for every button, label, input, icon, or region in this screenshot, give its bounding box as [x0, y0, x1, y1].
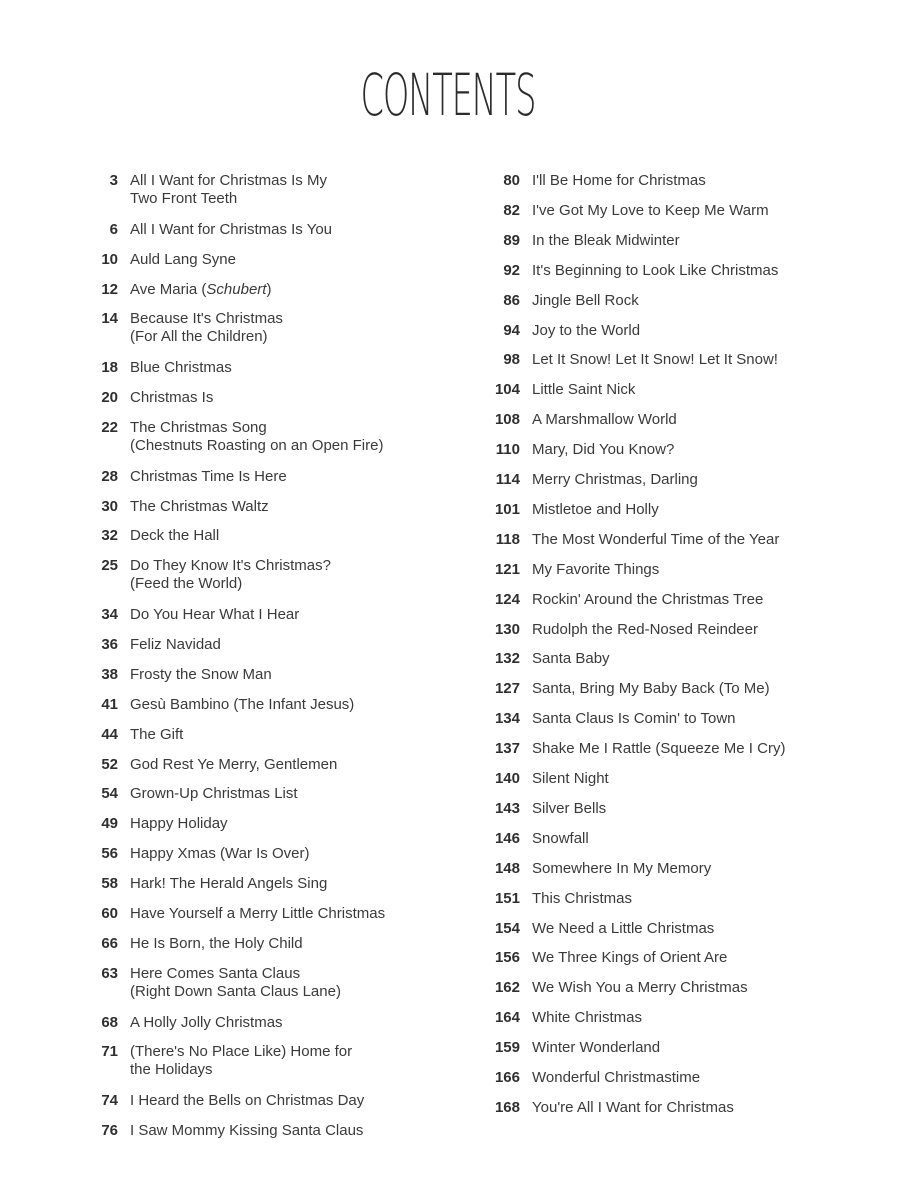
- toc-entry: [84, 310, 444, 346]
- toc-song-title: [130, 389, 444, 407]
- toc-song-title: [532, 591, 866, 609]
- toc-page-number: 74: [101, 1092, 118, 1110]
- toc-entry: [486, 621, 866, 639]
- toc-song-title: [532, 830, 866, 848]
- toc-song-title-line: Mistletoe and Holly: [532, 500, 659, 518]
- toc-song-title: [532, 860, 866, 878]
- toc-song-title-italic: Schubert: [206, 280, 267, 298]
- toc-entry: [84, 281, 444, 299]
- toc-page-number: 86: [503, 291, 520, 309]
- toc-entry: [486, 501, 866, 519]
- toc-song-title-line: the Holidays: [130, 1061, 213, 1079]
- toc-song-title-line: Santa Claus Is Comin' to Town: [532, 710, 736, 728]
- toc-song-title-line: Blue Christmas: [130, 359, 232, 377]
- toc-song-title: [532, 979, 866, 997]
- toc-song-title-line: Have Yourself a Merry Little Christmas: [130, 905, 386, 922]
- toc-entry: [486, 202, 866, 220]
- toc-song-title-line: A Marshmallow World: [532, 411, 677, 429]
- toc-song-title-line: Joy to the World: [532, 321, 641, 339]
- toc-song-title: [532, 381, 866, 399]
- toc-song-title-line: Do They Know It's Christmas?: [130, 557, 331, 575]
- toc-song-title-line: Mary, Did You Know?: [532, 441, 675, 459]
- toc-song-title-line: Happy Xmas (War Is Over): [130, 845, 310, 863]
- toc-entry: [84, 905, 444, 923]
- toc-song-title-suffix: ): [266, 280, 272, 298]
- toc-song-title-line: It's Beginning to Look Like Christmas: [532, 261, 779, 279]
- toc-entry: [84, 935, 444, 953]
- toc-song-title-line: Rockin' Around the Christmas Tree: [532, 590, 764, 608]
- toc-page-number: 101: [494, 500, 520, 518]
- toc-entry: [486, 172, 866, 190]
- toc-song-title-line: Let It Snow! Let It Snow! Let It Snow!: [532, 351, 778, 369]
- toc-song-title-line: Somewhere In My Memory: [532, 859, 712, 877]
- toc-song-title: [532, 172, 866, 190]
- toc-page-number: 49: [101, 815, 118, 833]
- toc-page-number: 20: [101, 389, 118, 406]
- toc-song-title-line: Deck the Hall: [130, 527, 220, 545]
- toc-page-number: 71: [101, 1043, 118, 1061]
- toc-song-title: [532, 710, 866, 728]
- toc-song-title-line: The Christmas Waltz: [130, 497, 269, 515]
- toc-page-number: 143: [494, 799, 520, 817]
- toc-page-number: 154: [494, 919, 520, 937]
- toc-entry: [486, 381, 866, 399]
- toc-page-number: 130: [494, 620, 520, 638]
- toc-song-title-line: Merry Christmas, Darling: [532, 471, 698, 488]
- toc-entry: [486, 441, 866, 459]
- toc-song-title-line: We Wish You a Merry Christmas: [532, 979, 748, 997]
- toc-song-title-line: I'll Be Home for Christmas: [532, 172, 706, 189]
- toc-entry: [486, 890, 866, 908]
- toc-page-number: 164: [494, 1009, 520, 1027]
- toc-page-number: 94: [503, 321, 520, 339]
- toc-song-title-line: God Rest Ye Merry, Gentlemen: [130, 755, 338, 773]
- toc-song-title: [130, 815, 444, 833]
- toc-page-number: 56: [101, 845, 118, 863]
- toc-song-title: [130, 875, 444, 893]
- page-title: CONTENTS: [360, 61, 536, 129]
- toc-page-number: 41: [101, 695, 118, 713]
- toc-song-title-line: Winter Wonderland: [532, 1039, 661, 1057]
- toc-song-title-line: Do You Hear What I Hear: [130, 606, 300, 623]
- toc-entry: [486, 591, 866, 609]
- toc-page-number: 137: [494, 740, 520, 758]
- toc-song-title: [532, 890, 866, 908]
- toc-entry: [84, 696, 444, 714]
- toc-entry: [84, 726, 444, 744]
- toc-song-title: [532, 770, 866, 788]
- toc-song-title-line: This Christmas: [532, 889, 633, 907]
- toc-page-number: 32: [101, 527, 118, 545]
- toc-song-title-line: Auld Lang Syne: [130, 250, 236, 268]
- toc-song-title-line: Santa, Bring My Baby Back (To Me): [532, 680, 770, 698]
- toc-entry: [486, 770, 866, 788]
- toc-song-title: [130, 221, 444, 239]
- toc-page-number: 66: [101, 934, 118, 952]
- toc-entry: [84, 498, 444, 516]
- toc-entry: [486, 710, 866, 728]
- toc-entry: [84, 666, 444, 684]
- toc-song-title-line: You're All I Want for Christmas: [532, 1098, 734, 1116]
- toc-song-title: [130, 696, 444, 714]
- toc-entry: [84, 1092, 444, 1110]
- toc-page-number: 44: [101, 725, 118, 743]
- toc-page-number: 110: [495, 441, 520, 459]
- toc-song-title: [532, 920, 866, 938]
- toc-song-title: [532, 561, 866, 579]
- toc-song-title-line: (Chestnuts Roasting on an Open Fire): [130, 436, 384, 454]
- toc-song-title-line: (For All the Children): [130, 328, 268, 346]
- toc-page-number: 140: [494, 770, 520, 787]
- toc-song-title: [532, 471, 866, 489]
- toc-song-title-line: Silver Bells: [532, 799, 607, 817]
- toc-song-title-line: Because It's Christmas: [130, 310, 283, 328]
- toc-song-title: [130, 1092, 444, 1110]
- toc-page-number: 134: [494, 710, 520, 728]
- toc-entry: [486, 1039, 866, 1057]
- toc-entry: [84, 468, 444, 486]
- toc-page-number: 82: [503, 201, 520, 219]
- toc-song-title-line: A Holly Jolly Christmas: [130, 1013, 283, 1031]
- toc-song-title-line: All I Want for Christmas Is You: [130, 220, 333, 238]
- toc-song-title: [532, 621, 866, 639]
- toc-song-title: [130, 557, 444, 593]
- toc-song-title-line: Here Comes Santa Claus: [130, 964, 301, 982]
- toc-song-title: [130, 281, 444, 299]
- toc-song-title-line: (Right Down Santa Claus Lane): [130, 982, 341, 1000]
- toc-entry: [84, 557, 444, 593]
- toc-entry: [486, 949, 866, 967]
- toc-song-title-line: Feliz Navidad: [130, 635, 221, 653]
- toc-entry: [84, 965, 444, 1001]
- toc-entry: [486, 531, 866, 549]
- toc-entry: [84, 1122, 444, 1140]
- toc-page-number: 108: [494, 411, 520, 429]
- toc-song-title-line: I Saw Mommy Kissing Santa Claus: [130, 1122, 364, 1139]
- toc-entry: [486, 979, 866, 997]
- toc-page-number: 127: [494, 680, 520, 698]
- toc-song-title: [532, 232, 866, 250]
- toc-song-title: [532, 322, 866, 340]
- toc-song-title-line: Gesù Bambino (The Infant Jesus): [130, 695, 355, 713]
- toc-song-title-line: Little Saint Nick: [532, 381, 636, 399]
- toc-song-title: [532, 800, 866, 818]
- toc-entry: [486, 322, 866, 340]
- toc-song-title: [532, 740, 866, 758]
- toc-song-title: [130, 785, 444, 803]
- toc-page-number: 58: [101, 875, 118, 893]
- toc-entry: [486, 351, 866, 369]
- toc-entry: [486, 411, 866, 429]
- toc-song-title-line: (Feed the World): [130, 575, 243, 593]
- toc-song-title: [130, 251, 444, 269]
- toc-song-title-line: Two Front Teeth: [130, 190, 238, 207]
- toc-entry: [84, 1043, 444, 1079]
- toc-entry: [486, 830, 866, 848]
- toc-song-title-line: Jingle Bell Rock: [532, 291, 639, 309]
- toc-song-title: [130, 419, 444, 455]
- toc-song-title: [130, 172, 444, 208]
- toc-entry: [84, 815, 444, 833]
- toc-song-title: [130, 359, 444, 377]
- toc-entry: [84, 845, 444, 863]
- toc-song-title-line: My Favorite Things: [532, 560, 660, 578]
- toc-page-number: 36: [101, 635, 118, 653]
- toc-song-title: [532, 411, 866, 429]
- toc-song-title: [130, 1122, 444, 1140]
- toc-song-title: [130, 965, 444, 1001]
- toc-page-number: 6: [109, 220, 118, 238]
- toc-song-title-line: Grown-Up Christmas List: [130, 785, 298, 803]
- toc-song-title-line: Snowfall: [532, 829, 589, 847]
- toc-entry: [486, 920, 866, 938]
- toc-page-number: 104: [494, 381, 520, 399]
- toc-entry: [84, 221, 444, 239]
- toc-page-number: 10: [101, 250, 118, 268]
- toc-song-title-line: Frosty the Snow Man: [130, 665, 272, 683]
- toc-song-title-line: I've Got My Love to Keep Me Warm: [532, 201, 769, 219]
- toc-song-title: [130, 498, 444, 516]
- toc-entry: [486, 262, 866, 280]
- toc-page-number: 166: [494, 1069, 520, 1086]
- toc-song-title: [532, 292, 866, 310]
- toc-page-number: 22: [101, 418, 118, 436]
- toc-page-number: 30: [101, 497, 118, 515]
- toc-song-title-line: The Gift: [130, 725, 184, 743]
- toc-song-title: [130, 606, 444, 624]
- toc-entry: [84, 1014, 444, 1032]
- toc-page-number: 60: [101, 905, 118, 922]
- toc-page-number: 63: [101, 964, 118, 982]
- toc-page-number: 146: [494, 829, 520, 847]
- toc-entry: [486, 561, 866, 579]
- toc-page-number: 12: [101, 280, 118, 298]
- toc-entry: [84, 756, 444, 774]
- toc-entry: [486, 650, 866, 668]
- toc-page-number: 14: [101, 310, 118, 328]
- toc-entry: [84, 251, 444, 269]
- toc-page-number: 18: [101, 359, 118, 377]
- toc-entry: [84, 359, 444, 377]
- toc-song-title: [532, 531, 866, 549]
- toc-song-title: [130, 726, 444, 744]
- toc-song-title: [130, 905, 444, 923]
- toc-song-title: [130, 310, 444, 346]
- toc-song-title-line: White Christmas: [532, 1009, 643, 1027]
- toc-song-title: [130, 527, 444, 545]
- toc-song-title: [532, 1009, 866, 1027]
- toc-song-title-line: We Need a Little Christmas: [532, 919, 715, 937]
- toc-song-title: [130, 666, 444, 684]
- toc-entry: [486, 740, 866, 758]
- toc-song-title-line: Happy Holiday: [130, 815, 228, 833]
- toc-page-number: 80: [503, 172, 520, 189]
- toc-page-number: 124: [494, 590, 520, 608]
- toc-page-number: 121: [494, 560, 520, 578]
- toc-entry: [486, 1009, 866, 1027]
- toc-song-title-line: All I Want for Christmas Is My: [130, 172, 327, 189]
- toc-song-title: [130, 468, 444, 486]
- toc-song-title: [532, 501, 866, 519]
- toc-page-number: 159: [494, 1039, 520, 1057]
- toc-page-number: 28: [101, 467, 118, 485]
- toc-song-title: [532, 262, 866, 280]
- toc-page-number: 34: [101, 606, 118, 623]
- toc-song-title: [532, 650, 866, 668]
- toc-song-title-line: Wonderful Christmastime: [532, 1069, 701, 1086]
- toc-entry: [486, 1069, 866, 1087]
- toc-song-title-line: The Christmas Song: [130, 418, 267, 436]
- toc-entry: [486, 680, 866, 698]
- toc-page-number: 114: [495, 471, 520, 488]
- toc-song-title-line: (There's No Place Like) Home for: [130, 1043, 353, 1061]
- toc-entry: [486, 471, 866, 489]
- toc-song-title: [532, 351, 866, 369]
- toc-page-number: 156: [494, 949, 520, 967]
- toc-page-number: 52: [101, 755, 118, 773]
- toc-song-title: [532, 949, 866, 967]
- toc-page-number: 92: [503, 261, 520, 279]
- toc-page-number: 25: [101, 557, 118, 575]
- toc-page-number: 98: [503, 351, 520, 369]
- toc-entry: [486, 292, 866, 310]
- toc-page-number: 132: [494, 650, 520, 668]
- toc-entry: [486, 800, 866, 818]
- toc-song-title-line: In the Bleak Midwinter: [532, 231, 680, 249]
- toc-entry: [84, 527, 444, 545]
- toc-song-title-line: He Is Born, the Holy Child: [130, 934, 303, 952]
- toc-entry: [84, 636, 444, 654]
- toc-entry: [84, 606, 444, 624]
- toc-page-number: 162: [494, 979, 520, 997]
- toc-song-title-line: Ave Maria (: [130, 280, 207, 298]
- toc-song-title: [130, 756, 444, 774]
- toc-entry: [84, 389, 444, 407]
- toc-song-title-line: Christmas Time Is Here: [130, 467, 287, 485]
- toc-entry: [84, 419, 444, 455]
- toc-song-title-line: Santa Baby: [532, 650, 610, 668]
- toc-entry: [486, 232, 866, 250]
- toc-song-title-line: Silent Night: [532, 770, 609, 787]
- toc-page-number: 3: [109, 172, 118, 189]
- toc-page-number: 38: [101, 665, 118, 683]
- toc-song-title-line: We Three Kings of Orient Are: [532, 949, 728, 967]
- toc-song-title-line: Hark! The Herald Angels Sing: [130, 875, 328, 893]
- toc-song-title-line: Christmas Is: [130, 389, 214, 406]
- toc-song-title: [532, 1099, 866, 1117]
- toc-song-title: [130, 636, 444, 654]
- toc-song-title: [130, 1014, 444, 1032]
- toc-song-title-line: The Most Wonderful Time of the Year: [532, 530, 780, 548]
- toc-entry: [486, 1099, 866, 1117]
- toc-song-title: [532, 1039, 866, 1057]
- toc-song-title: [130, 845, 444, 863]
- toc-song-title-line: Rudolph the Red-Nosed Reindeer: [532, 620, 758, 638]
- toc-page-number: 118: [495, 530, 520, 548]
- toc-song-title: [130, 935, 444, 953]
- toc-song-title: [532, 202, 866, 220]
- toc-song-title: [532, 1069, 866, 1087]
- toc-entry: [84, 172, 444, 208]
- toc-entry: [84, 785, 444, 803]
- toc-page-number: 68: [101, 1013, 118, 1031]
- toc-entry: [84, 875, 444, 893]
- toc-page-number: 151: [494, 889, 520, 907]
- toc-page-number: 76: [101, 1122, 118, 1139]
- toc-song-title: [130, 1043, 444, 1079]
- toc-page-number: 54: [101, 785, 118, 803]
- toc-page-number: 148: [494, 859, 520, 877]
- toc-entry: [486, 860, 866, 878]
- toc-song-title: [532, 441, 866, 459]
- toc-page-number: 168: [494, 1098, 520, 1116]
- toc-song-title-line: Shake Me I Rattle (Squeeze Me I Cry): [532, 740, 786, 758]
- toc-song-title: [532, 680, 866, 698]
- toc-song-title-line: I Heard the Bells on Christmas Day: [130, 1092, 365, 1110]
- toc-page-number: 89: [503, 231, 520, 249]
